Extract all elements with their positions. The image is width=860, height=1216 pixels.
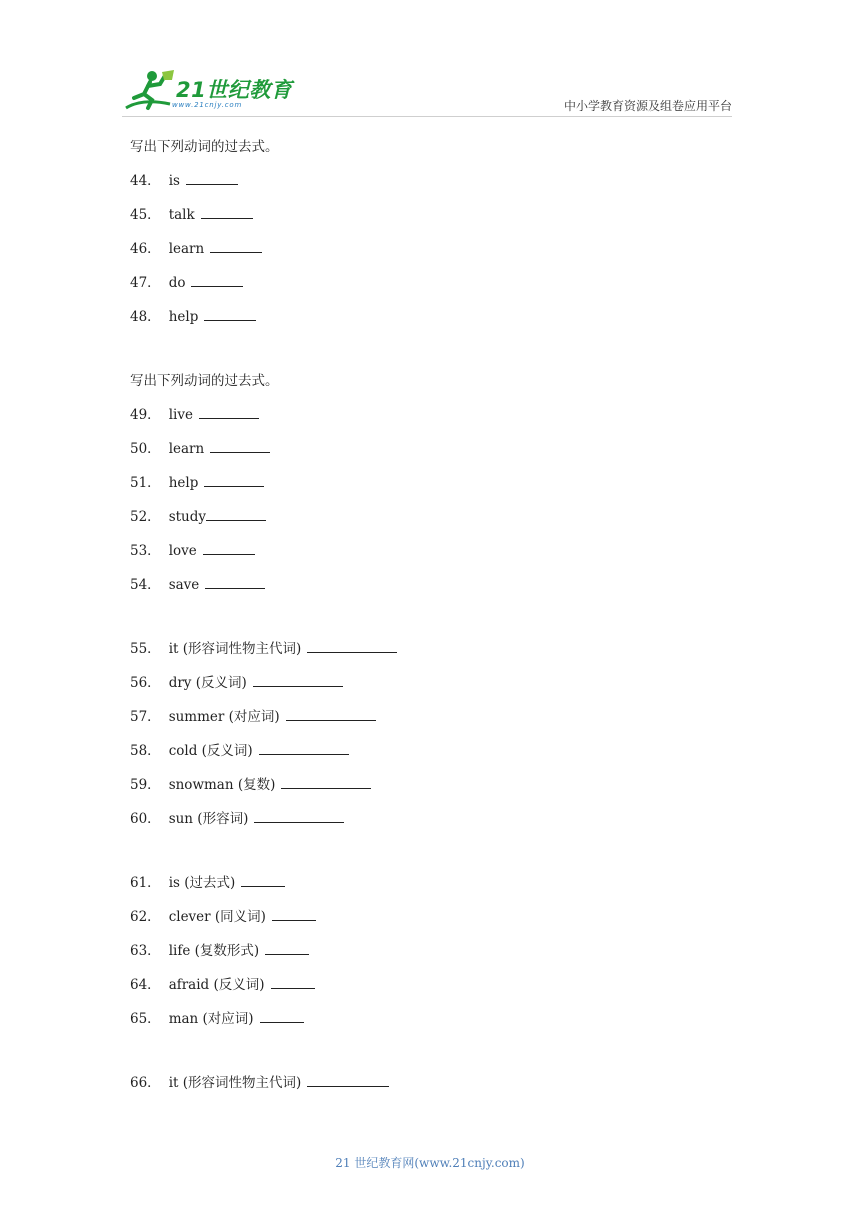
answer-blank[interactable]	[191, 272, 243, 287]
item-word: it (形容词性物主代词)	[168, 1075, 302, 1091]
answer-blank[interactable]	[210, 438, 270, 453]
item-word: love	[168, 543, 197, 559]
item-word: do	[168, 275, 186, 291]
item-number: 44．	[130, 173, 161, 189]
answer-blank[interactable]	[241, 872, 285, 887]
answer-blank[interactable]	[281, 774, 371, 789]
item-number: 60．	[130, 811, 161, 827]
answer-blank[interactable]	[186, 170, 238, 185]
answer-blank[interactable]	[260, 1008, 304, 1023]
exercise-item	[130, 872, 750, 906]
item-number: 51．	[130, 475, 161, 491]
exercise-item	[130, 940, 750, 974]
item-word: learn	[168, 441, 205, 457]
item-word: man (对应词)	[168, 1011, 254, 1027]
exercise-item	[130, 472, 750, 506]
item-number: 48．	[130, 309, 161, 325]
answer-blank[interactable]	[272, 906, 316, 921]
exercise-item	[130, 574, 750, 608]
item-number: 62．	[130, 909, 161, 925]
exercise-section	[130, 638, 750, 842]
item-number: 64．	[130, 977, 161, 993]
exercise-item	[130, 438, 750, 472]
item-word: dry (反义词)	[168, 675, 247, 691]
item-number: 55．	[130, 641, 161, 657]
answer-blank[interactable]	[203, 540, 255, 555]
exercise-item	[130, 638, 750, 672]
item-word: summer (对应词)	[168, 709, 280, 725]
exercise-item	[130, 740, 750, 774]
exercise-item	[130, 306, 750, 340]
exercise-item	[130, 506, 750, 540]
exercise-item	[130, 170, 750, 204]
header-divider	[122, 116, 732, 117]
exercise-section	[130, 370, 750, 608]
answer-blank[interactable]	[253, 672, 343, 687]
item-word: sun (形容词)	[168, 811, 249, 827]
item-number: 61．	[130, 875, 161, 891]
item-number: 54．	[130, 577, 161, 593]
item-number: 52．	[130, 509, 161, 525]
item-word: talk	[168, 207, 195, 223]
answer-blank[interactable]	[307, 638, 397, 653]
item-word: is (过去式)	[168, 875, 236, 891]
item-word: it (形容词性物主代词)	[168, 641, 302, 657]
answer-blank[interactable]	[307, 1072, 389, 1087]
item-word: cold (反义词)	[168, 743, 253, 759]
logo	[122, 68, 292, 116]
item-word: clever (同义词)	[168, 909, 266, 925]
item-number: 53．	[130, 543, 161, 559]
item-number: 50．	[130, 441, 161, 457]
answer-blank[interactable]	[271, 974, 315, 989]
exercise-item	[130, 204, 750, 238]
section-title: 写出下列动词的过去式。	[130, 139, 279, 155]
answer-blank[interactable]	[265, 940, 309, 955]
exercise-item	[130, 672, 750, 706]
runner-logo-icon	[122, 68, 178, 112]
item-word: snowman (复数)	[168, 777, 276, 793]
item-word: study	[168, 509, 207, 525]
item-word: life (复数形式)	[168, 943, 260, 959]
item-word: afraid (反义词)	[168, 977, 265, 993]
item-word: help	[168, 309, 199, 325]
platform-name: 中小学教育资源及组卷应用平台	[563, 99, 732, 113]
item-word: is	[168, 173, 180, 189]
item-word: save	[168, 577, 200, 593]
answer-blank[interactable]	[199, 404, 259, 419]
answer-blank[interactable]	[286, 706, 376, 721]
item-number: 57．	[130, 709, 161, 725]
exercise-item	[130, 404, 750, 438]
answer-blank[interactable]	[201, 204, 253, 219]
item-word: help	[168, 475, 199, 491]
exercise-item	[130, 1072, 750, 1106]
answer-blank[interactable]	[210, 238, 262, 253]
answer-blank[interactable]	[205, 574, 265, 589]
logo-url: www.21cnjy.com	[172, 101, 243, 109]
answer-blank[interactable]	[206, 506, 266, 521]
item-word: live	[168, 407, 193, 423]
exercise-item	[130, 540, 750, 574]
exercise-item	[130, 808, 750, 842]
exercise-section	[130, 872, 750, 1042]
answer-blank[interactable]	[204, 306, 256, 321]
item-number: 66．	[130, 1075, 161, 1091]
item-number: 56．	[130, 675, 161, 691]
answer-blank[interactable]	[259, 740, 349, 755]
exercise-item	[130, 974, 750, 1008]
section-title: 写出下列动词的过去式。	[130, 373, 279, 389]
item-number: 49．	[130, 407, 161, 423]
exercise-item	[130, 906, 750, 940]
page-footer: 21 世纪教育网(www.21cnjy.com)	[335, 1156, 525, 1170]
logo-text: 21世纪教育	[176, 78, 293, 102]
exercise-content	[130, 136, 750, 1136]
item-word: learn	[168, 241, 205, 257]
answer-blank[interactable]	[254, 808, 344, 823]
item-number: 46．	[130, 241, 161, 257]
item-number: 59．	[130, 777, 161, 793]
exercise-item	[130, 774, 750, 808]
item-number: 45．	[130, 207, 161, 223]
page-header	[0, 0, 860, 130]
item-number: 58．	[130, 743, 161, 759]
exercise-item	[130, 238, 750, 272]
item-number: 63．	[130, 943, 161, 959]
item-number: 65．	[130, 1011, 161, 1027]
exercise-item	[130, 706, 750, 740]
exercise-section	[130, 136, 750, 340]
exercise-section	[130, 1072, 750, 1106]
exercise-item	[130, 1008, 750, 1042]
item-number: 47．	[130, 275, 161, 291]
exercise-item	[130, 272, 750, 306]
answer-blank[interactable]	[204, 472, 264, 487]
